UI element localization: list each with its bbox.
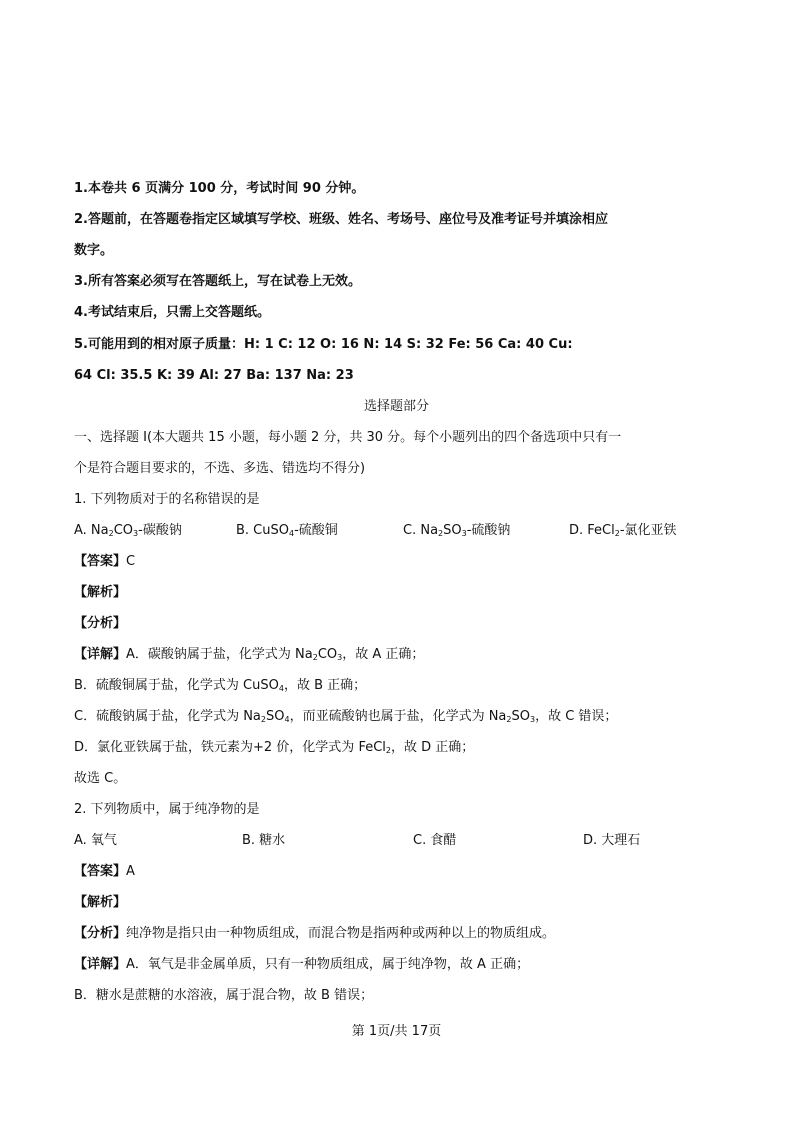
q2-detail-1: 【详解】A．氧气是非金属单质，只有一种物质组成，属于纯净物，故 A 正确； — [74, 957, 530, 972]
q1-detail-3: C．硫酸钠属于盐，化学式为 $Na_2SO_4$，而亚硫酸钠也属于盐，化学式为 $Na_2SO_3$，故 C 错误； — [74, 709, 618, 724]
q1-option-c: C. $Na_2SO_3-$硫酸钠 — [403, 523, 511, 538]
notice-line-5a: 5.可能用到的相对原子质量：H: 1 C: 12 O: 16 N: 14 S: 32 Fe: 56 Ca: 40 Cu: — [74, 337, 573, 352]
q1-analysis-tag: 【解析】 — [74, 585, 127, 600]
q1-detail-4: D．氯化亚铁属于盐，铁元素为+2 价，化学式为 FeCl$_2$，故 D 正确； — [74, 740, 475, 755]
notice-line-4: 4.考试结束后，只需上交答题纸。 — [74, 305, 270, 320]
section-title: 选择题部分 — [363, 399, 429, 414]
q1-fenxi-tag: 【分析】 — [74, 616, 127, 631]
q1-option-b: B. CuSO$_4$-硫酸铜 — [236, 523, 338, 538]
q1-detail-1: 【详解】A．碳酸钠属于盐，化学式为 $Na_2CO_3$，故 A 正确； — [74, 647, 425, 662]
q2-option-a: A. 氧气 — [74, 833, 117, 848]
notice-line-2b: 数字。 — [74, 243, 114, 258]
q2-option-c: C. 食醋 — [413, 833, 457, 848]
q2-answer: 【答案】A — [74, 864, 135, 879]
q1-detail-2: B．硫酸铜属于盐，化学式为 CuSO$_4$，故 B 正确； — [74, 678, 367, 693]
section-intro-a: 一、选择题 I(本大题共 15 小题，每小题 2 分，共 30 分。每个小题列出的四个备选项中只有一 — [74, 430, 622, 445]
q1-answer: 【答案】C — [74, 554, 136, 569]
notice-line-5b: 64 Cl: 35.5 K: 39 Al: 27 Ba: 137 Na: 23 — [74, 368, 354, 383]
q2-analysis-tag: 【解析】 — [74, 895, 127, 910]
q1-stem: 1. 下列物质对于的名称错误的是 — [74, 492, 260, 507]
notice-line-1: 1.本卷共 6 页满分 100 分，考试时间 90 分钟。 — [74, 181, 365, 196]
page-footer: 第 1页/共 17页 — [351, 1024, 442, 1039]
section-intro-b: 个是符合题目要求的，不选、多选、错选均不得分) — [74, 461, 366, 476]
q2-fenxi: 【分析】纯净物是指只由一种物质组成，而混合物是指两种或两种以上的物质组成。 — [74, 926, 556, 941]
q2-detail-2: B．糖水是蔗糖的水溶液，属于混合物，故 B 错误； — [74, 988, 374, 1003]
notice-line-2a: 2.答题前，在答题卷指定区域填写学校、班级、姓名、考场号、座位号及准考证号并填涂相应 — [74, 212, 608, 227]
answer-tag: 【答案】 — [74, 864, 127, 879]
q1-option-a: A. $Na_2CO_3-$碳酸钠 — [74, 523, 182, 538]
answer-tag: 【答案】 — [74, 554, 127, 569]
q2-option-b: B. 糖水 — [242, 833, 286, 848]
q1-option-d: D. FeCl$_2$-氯化亚铁 — [569, 523, 677, 538]
q2-stem: 2. 下列物质中，属于纯净物的是 — [74, 802, 260, 817]
q1-conclusion: 故选 C。 — [74, 771, 127, 786]
q2-option-d: D. 大理石 — [583, 833, 641, 848]
notice-line-3: 3.所有答案必须写在答题纸上，写在试卷上无效。 — [74, 274, 361, 289]
